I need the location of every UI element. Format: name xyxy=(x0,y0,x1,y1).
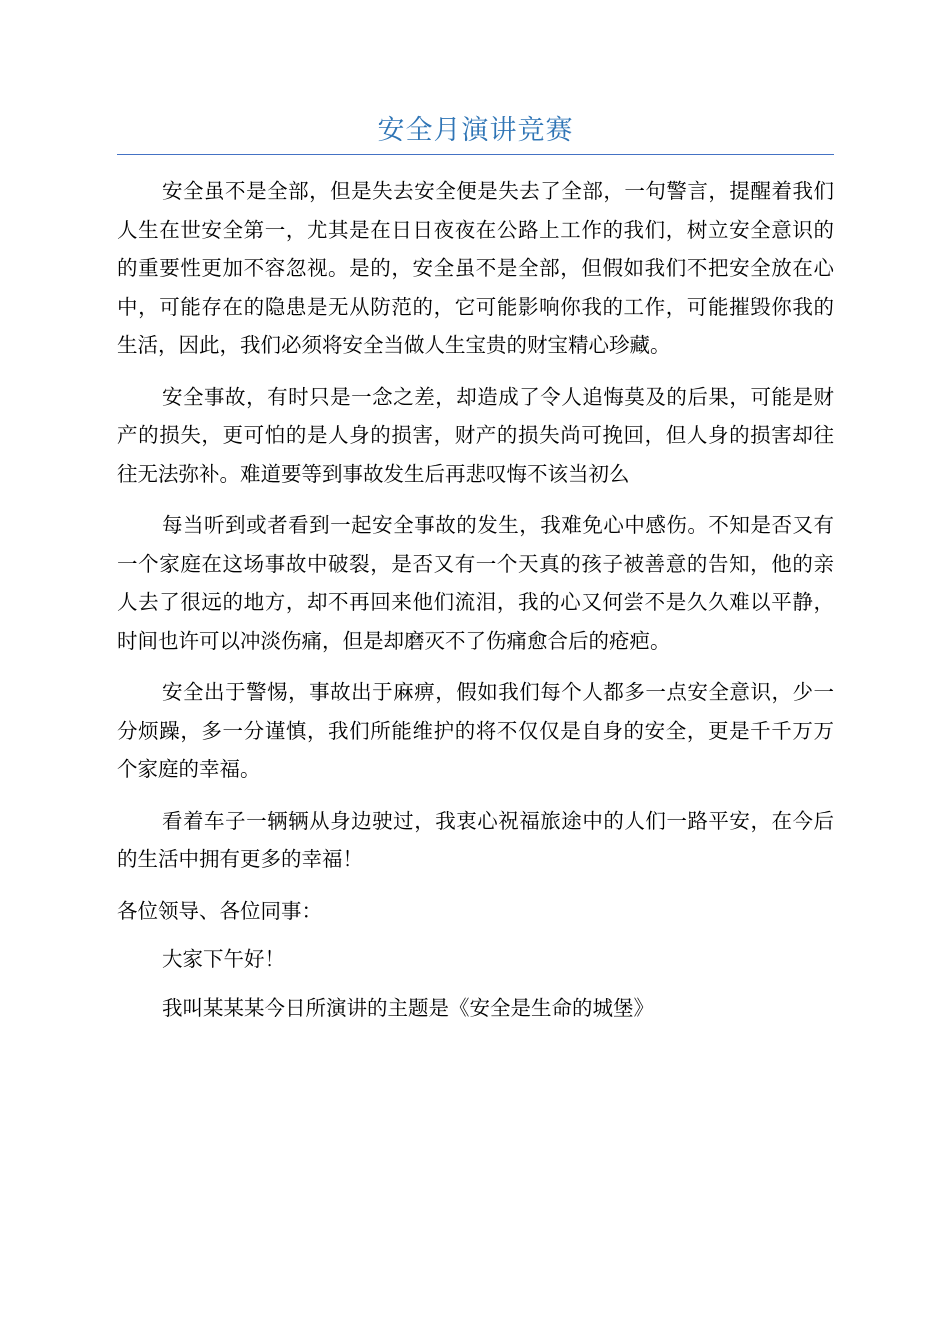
paragraph-2: 安全事故，有时只是一念之差，却造成了令人追悔莫及的后果，可能是财产的损失，更可怕的是人身的损害，财产的损失尚可挽回，但人身的损害却往往无法弥补。难道要等到事故发生后再悲叹悔不该当初么 xyxy=(117,384,834,486)
paragraph-1: 安全虽不是全部，但是失去安全便是失去了全部，一句警言，提醒着我们人生在世安全第一，尤其是在日日夜夜在公路上工作的我们，树立安全意识的的重要性更加不容忽视。是的，安全虽不是全部，但假如我们不把安全放在心中，可能存在的隐患是无从防范的，它可能影响你我的工作，可能摧毁你我的生活，因此，我们必须将安全当做人生宝贵的财宝精心珍藏。 xyxy=(117,179,834,357)
speech-topic: 我叫某某某今日所演讲的主题是《安全是生命的城堡》 xyxy=(162,995,654,1020)
paragraph-4: 安全出于警惕，事故出于麻痹，假如我们每个人都多一点安全意识，少一分烦躁，多一分谨慎，我们所能维护的将不仅仅是自身的安全，更是千千万万个家庭的幸福。 xyxy=(117,680,834,781)
document-title: 安全月演讲竞赛 xyxy=(377,115,574,146)
salutation: 各位领导、各位同事： xyxy=(117,898,322,923)
paragraph-5: 看着车子一辆辆从身边驶过，我衷心祝福旅途中的人们一路平安，在今后的生活中拥有更多的幸福！ xyxy=(117,808,834,871)
document-body xyxy=(117,172,834,1040)
paragraph-3: 每当听到或者看到一起安全事故的发生，我难免心中感伤。不知是否又有一个家庭在这场事故中破裂，是否又有一个天真的孩子被善意的告知，他的亲人去了很远的地方，却不再回来他们流泪，我的心又何尝不是久久难以平静，时间也许可以冲淡伤痛，但是却磨灭不了伤痛愈合后的疮疤。 xyxy=(117,513,834,653)
greeting: 大家下午好！ xyxy=(162,947,285,971)
title-underline xyxy=(117,154,834,155)
